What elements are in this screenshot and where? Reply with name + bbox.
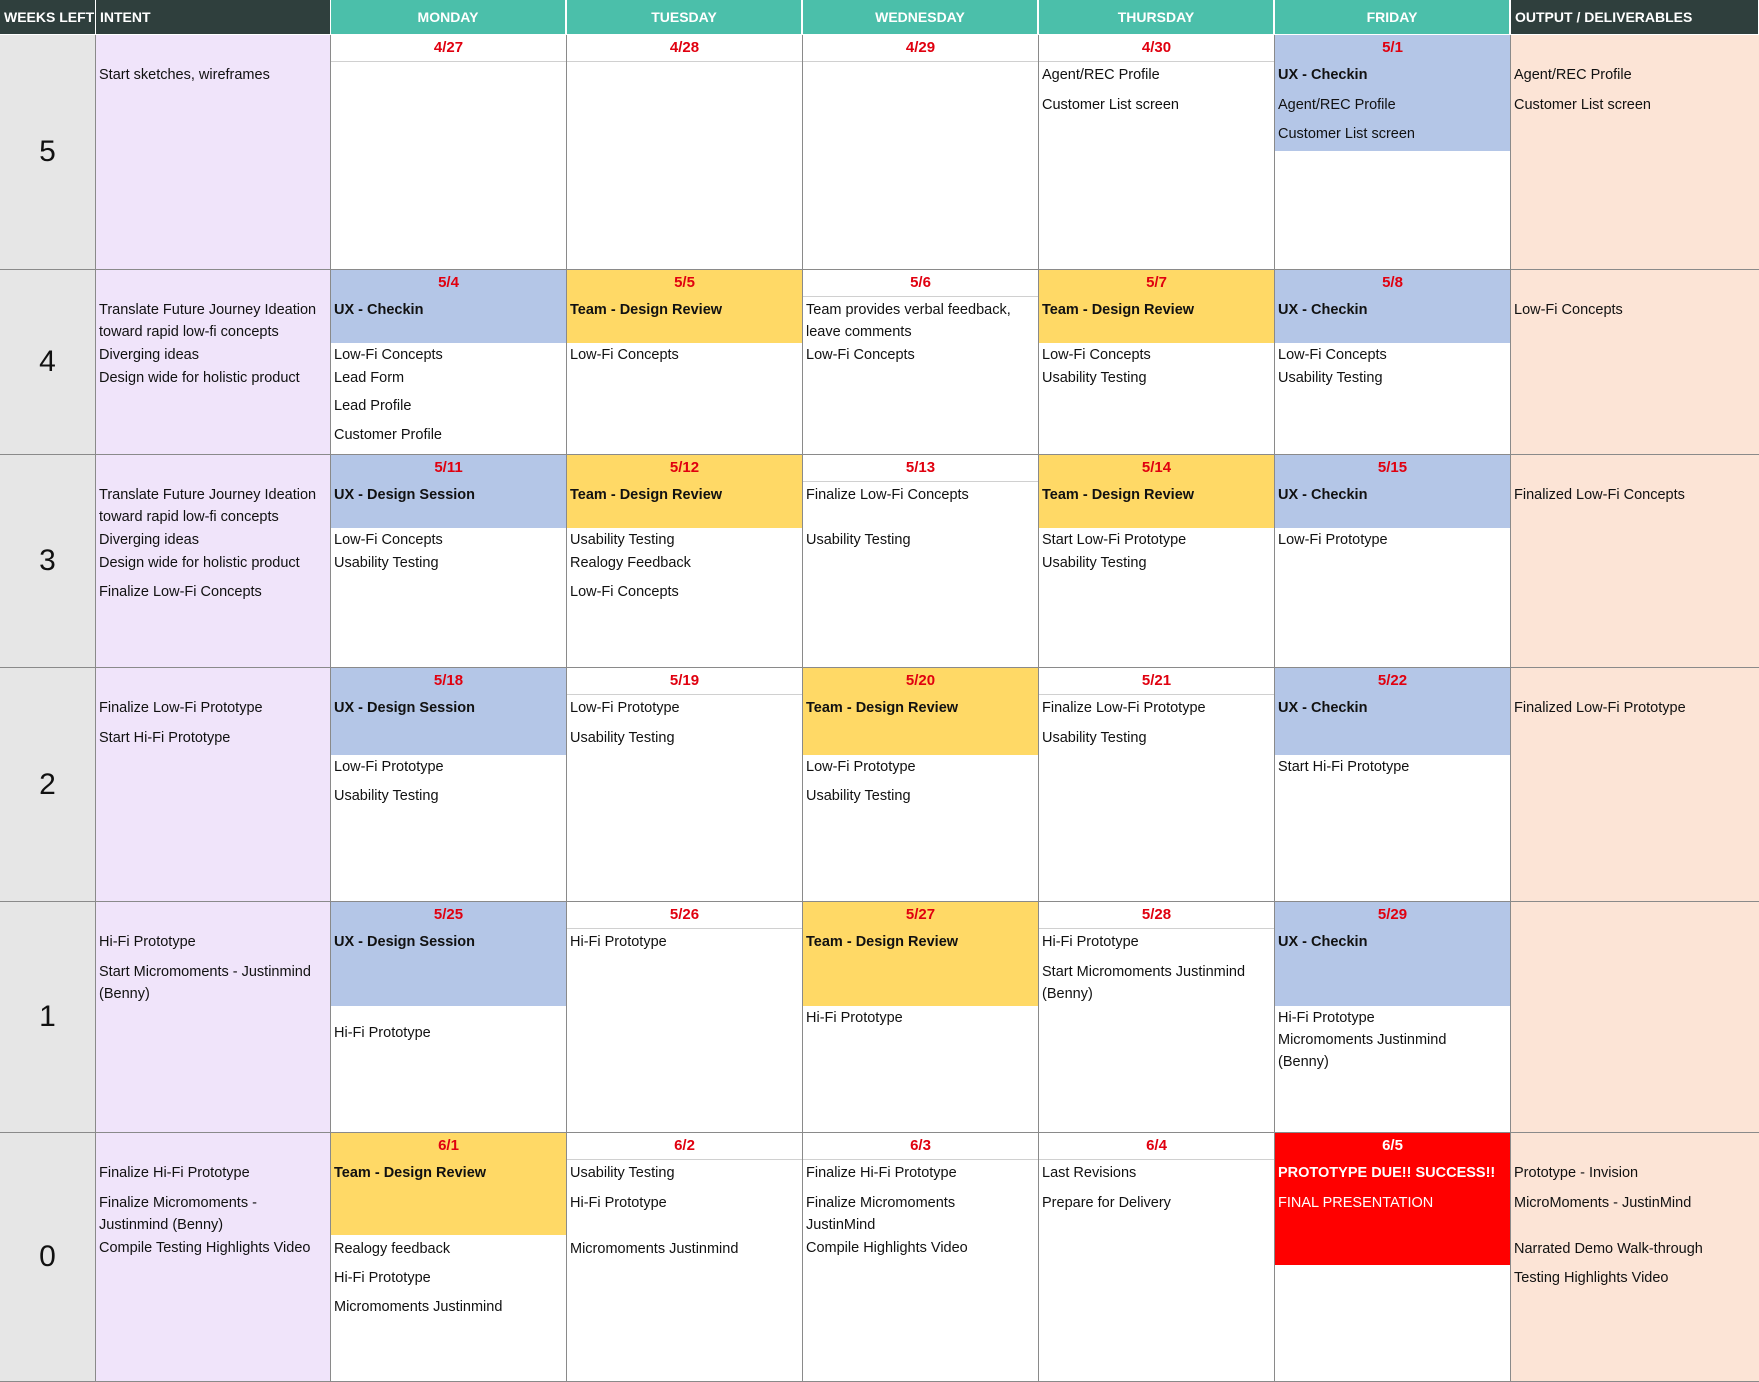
task-line: Finalize Micromoments — [806, 1195, 956, 1211]
meeting-label: Team - Design Review — [1042, 487, 1195, 503]
date-label: 5/8 — [1382, 274, 1403, 291]
deliverable-line: MicroMoments - JustinMind — [1514, 1195, 1692, 1211]
task-line: Usability Testing — [806, 532, 911, 548]
day-cell[interactable] — [803, 455, 1039, 668]
deliverables-cell — [1511, 35, 1759, 270]
task-line: Hi-Fi Prototype — [334, 1270, 431, 1286]
task-line: Finalize Low-Fi Concepts — [806, 487, 969, 503]
intent-cell — [96, 270, 331, 455]
date-label: 5/29 — [1377, 906, 1408, 923]
date-label: 5/1 — [1382, 39, 1403, 56]
intent-line: Translate Future Journey Ideation — [99, 487, 317, 503]
task-line: Low-Fi Prototype — [570, 700, 680, 716]
task-line: Hi-Fi Prototype — [570, 1195, 667, 1211]
intent-line: Start Hi-Fi Prototype — [99, 730, 231, 746]
date-label: 5/19 — [567, 668, 802, 695]
task-line: Compile Highlights Video — [806, 1240, 968, 1256]
date-label: 4/29 — [803, 35, 1038, 62]
meeting-label: UX - Checkin — [334, 302, 424, 318]
intent-line: Translate Future Journey Ideation — [99, 302, 317, 318]
intent-cell — [96, 668, 331, 902]
intent-line: toward rapid low-fi concepts — [99, 324, 279, 340]
task-line: Micromoments Justinmind — [334, 1299, 503, 1315]
task-line: Usability Testing — [570, 532, 675, 548]
weeks-left-number: 2 — [0, 668, 96, 902]
day-cell[interactable] — [1039, 270, 1275, 455]
day-cell[interactable] — [331, 270, 567, 455]
deliverable-line: Finalized Low-Fi Prototype — [1514, 700, 1686, 716]
day-cell[interactable] — [331, 1133, 567, 1382]
task-line: Usability Testing — [1042, 370, 1147, 386]
date-label: 6/1 — [438, 1137, 459, 1154]
header-day-friday: FRIDAY — [1275, 0, 1511, 34]
task-line: Usability Testing — [334, 788, 439, 804]
intent-line: toward rapid low-fi concepts — [99, 509, 279, 525]
deliverable-line: Customer List screen — [1514, 97, 1651, 113]
date-label: 5/22 — [1377, 672, 1408, 689]
task-line: Low-Fi Prototype — [334, 759, 444, 775]
date-label: 4/27 — [331, 35, 566, 62]
meeting-label: UX - Checkin — [1278, 487, 1368, 503]
task-line: Low-Fi Concepts — [570, 584, 679, 600]
day-cell[interactable] — [1039, 455, 1275, 668]
task-line: Customer List screen — [1042, 97, 1179, 113]
day-cell[interactable] — [567, 1133, 803, 1382]
intent-line: Justinmind (Benny) — [99, 1217, 224, 1233]
date-label: 5/15 — [1377, 459, 1408, 476]
intent-line: Design wide for holistic product — [99, 555, 300, 571]
deliverable-line: Finalized Low-Fi Concepts — [1514, 487, 1685, 503]
day-cell[interactable] — [567, 35, 803, 270]
header-day-thursday: THURSDAY — [1039, 0, 1275, 34]
header-weeks-left: WEEKS LEFT — [0, 0, 96, 34]
meeting-label: UX - Checkin — [1278, 67, 1368, 83]
date-label: 4/28 — [567, 35, 802, 62]
task-line: Usability Testing — [334, 555, 439, 571]
weeks-left-number: 5 — [0, 35, 96, 270]
meeting-label: UX - Design Session — [334, 487, 476, 503]
task-line: JustinMind — [806, 1217, 876, 1233]
task-line: Usability Testing — [1042, 730, 1147, 746]
task-line: Lead Form — [334, 370, 405, 386]
date-label: 5/20 — [905, 672, 936, 689]
header-day-wednesday: WEDNESDAY — [803, 0, 1039, 34]
date-label: 5/6 — [803, 270, 1038, 297]
task-line: Low-Fi Concepts — [806, 347, 915, 363]
day-cell[interactable] — [331, 902, 567, 1133]
intent-cell — [96, 902, 331, 1133]
day-cell[interactable] — [803, 668, 1039, 902]
intent-cell — [96, 35, 331, 270]
intent-line: (Benny) — [99, 986, 150, 1002]
meeting-label: Team - Design Review — [570, 302, 723, 318]
task-line: Realogy Feedback — [570, 555, 691, 571]
day-cell[interactable] — [1039, 35, 1275, 270]
intent-line: Start sketches, wireframes — [99, 67, 270, 83]
task-line: Team provides verbal feedback, — [806, 302, 1011, 318]
intent-line: Diverging ideas — [99, 532, 199, 548]
task-line: Hi-Fi Prototype — [334, 1025, 431, 1041]
date-label: 5/7 — [1146, 274, 1167, 291]
task-line: Agent/REC Profile — [1042, 67, 1160, 83]
day-cell[interactable] — [567, 455, 803, 668]
day-cell[interactable] — [803, 902, 1039, 1133]
task-line: (Benny) — [1042, 986, 1093, 1002]
day-cell[interactable] — [1275, 668, 1511, 902]
day-cell[interactable] — [567, 668, 803, 902]
day-cell[interactable] — [331, 35, 567, 270]
task-line: Hi-Fi Prototype — [570, 934, 667, 950]
deliverable-line: Narrated Demo Walk-through — [1514, 1241, 1703, 1257]
task-line: Finalize Low-Fi Prototype — [1042, 700, 1206, 716]
meeting-label: Team - Design Review — [806, 934, 959, 950]
day-cell[interactable] — [567, 270, 803, 455]
date-label: 5/11 — [434, 459, 463, 476]
deliverable-line: Low-Fi Concepts — [1514, 302, 1623, 318]
date-label: 5/13 — [803, 455, 1038, 482]
task-line: Low-Fi Concepts — [334, 532, 443, 548]
meeting-label: UX - Checkin — [1278, 700, 1368, 716]
task-line: leave comments — [806, 324, 912, 340]
date-label: 5/28 — [1039, 902, 1274, 929]
task-line: Start Micromoments Justinmind — [1042, 964, 1246, 980]
deadline-text: FINAL PRESENTATION — [1278, 1195, 1434, 1211]
day-cell[interactable] — [803, 270, 1039, 455]
task-line: Usability Testing — [570, 730, 675, 746]
weeks-left-number: 0 — [0, 1133, 96, 1382]
day-cell[interactable] — [1039, 668, 1275, 902]
deliverables-cell — [1511, 1133, 1759, 1382]
day-cell[interactable] — [331, 455, 567, 668]
date-label: 5/26 — [567, 902, 802, 929]
intent-cell — [96, 455, 331, 668]
meeting-label: UX - Design Session — [334, 934, 476, 950]
task-line: Low-Fi Prototype — [806, 759, 916, 775]
meeting-label: Team - Design Review — [806, 700, 959, 716]
date-label: 6/4 — [1039, 1133, 1274, 1160]
intent-line: Finalize Low-Fi Concepts — [99, 584, 262, 600]
date-label: 6/3 — [803, 1133, 1038, 1160]
meeting-label: UX - Checkin — [1278, 934, 1368, 950]
task-line: Low-Fi Concepts — [1278, 347, 1387, 363]
meeting-label: Team - Design Review — [334, 1165, 487, 1181]
task-line: Hi-Fi Prototype — [1042, 934, 1139, 950]
day-cell[interactable] — [803, 1133, 1039, 1382]
date-label: 5/5 — [674, 274, 695, 291]
date-label: 5/21 — [1039, 668, 1274, 695]
task-line: Low-Fi Concepts — [570, 347, 679, 363]
date-label: 4/30 — [1039, 35, 1274, 62]
date-label: 5/4 — [438, 274, 459, 291]
day-cell[interactable] — [1275, 270, 1511, 455]
day-cell[interactable] — [1275, 35, 1511, 270]
task-line: Low-Fi Concepts — [1042, 347, 1151, 363]
task-line: Usability Testing — [806, 788, 911, 804]
task-line: Usability Testing — [1042, 555, 1147, 571]
day-cell[interactable] — [1039, 902, 1275, 1133]
header-day-tuesday: TUESDAY — [567, 0, 803, 34]
intent-line: Design wide for holistic product — [99, 370, 300, 386]
day-cell[interactable] — [1275, 455, 1511, 668]
intent-line: Finalize Low-Fi Prototype — [99, 700, 263, 716]
task-line: Finalize Hi-Fi Prototype — [806, 1165, 957, 1181]
date-label: 5/27 — [905, 906, 936, 923]
task-line: Start Low-Fi Prototype — [1042, 532, 1187, 548]
meeting-label: Team - Design Review — [570, 487, 723, 503]
task-line: Start Hi-Fi Prototype — [1278, 759, 1410, 775]
intent-line: Finalize Micromoments - — [99, 1195, 257, 1211]
weeks-left-number: 4 — [0, 270, 96, 455]
task-line: Lead Profile — [334, 398, 412, 414]
day-cell[interactable] — [567, 902, 803, 1133]
task-line: Usability Testing — [570, 1165, 675, 1181]
date-label: 5/12 — [669, 459, 700, 476]
date-label: 5/18 — [433, 672, 464, 689]
deliverable-line: Testing Highlights Video — [1514, 1270, 1669, 1286]
header-output: OUTPUT / DELIVERABLES — [1511, 0, 1759, 34]
task-line: Agent/REC Profile — [1278, 97, 1396, 113]
task-line: Customer Profile — [334, 427, 442, 443]
day-cell[interactable] — [331, 668, 567, 902]
header-day-monday: MONDAY — [331, 0, 567, 34]
task-line: Realogy feedback — [334, 1241, 451, 1257]
deliverable-line: Agent/REC Profile — [1514, 67, 1632, 83]
task-line: (Benny) — [1278, 1054, 1329, 1070]
date-label: 6/5 — [1382, 1137, 1403, 1154]
day-cell[interactable] — [1275, 902, 1511, 1133]
task-line: Prepare for Delivery — [1042, 1195, 1171, 1211]
intent-cell — [96, 1133, 331, 1382]
intent-line: Hi-Fi Prototype — [99, 934, 196, 950]
meeting-label: UX - Checkin — [1278, 302, 1368, 318]
intent-line: Finalize Hi-Fi Prototype — [99, 1165, 250, 1181]
task-line: Hi-Fi Prototype — [1278, 1010, 1375, 1026]
task-line: Usability Testing — [1278, 370, 1383, 386]
task-line: Last Revisions — [1042, 1165, 1137, 1181]
intent-line: Start Micromoments - Justinmind — [99, 964, 311, 980]
task-line: Low-Fi Prototype — [1278, 532, 1388, 548]
meeting-label: Team - Design Review — [1042, 302, 1195, 318]
task-line: Customer List screen — [1278, 126, 1415, 142]
deliverables-cell — [1511, 668, 1759, 902]
deliverables-cell — [1511, 902, 1759, 1133]
weeks-left-number: 3 — [0, 455, 96, 668]
deliverable-line: Prototype - Invision — [1514, 1165, 1639, 1181]
day-cell[interactable] — [1275, 1133, 1511, 1382]
deliverables-cell — [1511, 455, 1759, 668]
task-line: Low-Fi Concepts — [334, 347, 443, 363]
meeting-label: UX - Design Session — [334, 700, 476, 716]
date-label: 5/25 — [433, 906, 464, 923]
intent-line: Diverging ideas — [99, 347, 199, 363]
task-line: Hi-Fi Prototype — [806, 1010, 903, 1026]
date-label: 6/2 — [567, 1133, 802, 1160]
header-intent: INTENT — [96, 0, 331, 34]
task-line: Micromoments Justinmind — [1278, 1032, 1447, 1048]
day-cell[interactable] — [1039, 1133, 1275, 1382]
date-label: 5/14 — [1141, 459, 1172, 476]
deadline-text: PROTOTYPE DUE!! SUCCESS!! — [1278, 1165, 1496, 1181]
weeks-left-number: 1 — [0, 902, 96, 1133]
deliverables-cell — [1511, 270, 1759, 455]
day-cell[interactable] — [803, 35, 1039, 270]
task-line: Micromoments Justinmind — [570, 1241, 739, 1257]
intent-line: Compile Testing Highlights Video — [99, 1240, 311, 1256]
